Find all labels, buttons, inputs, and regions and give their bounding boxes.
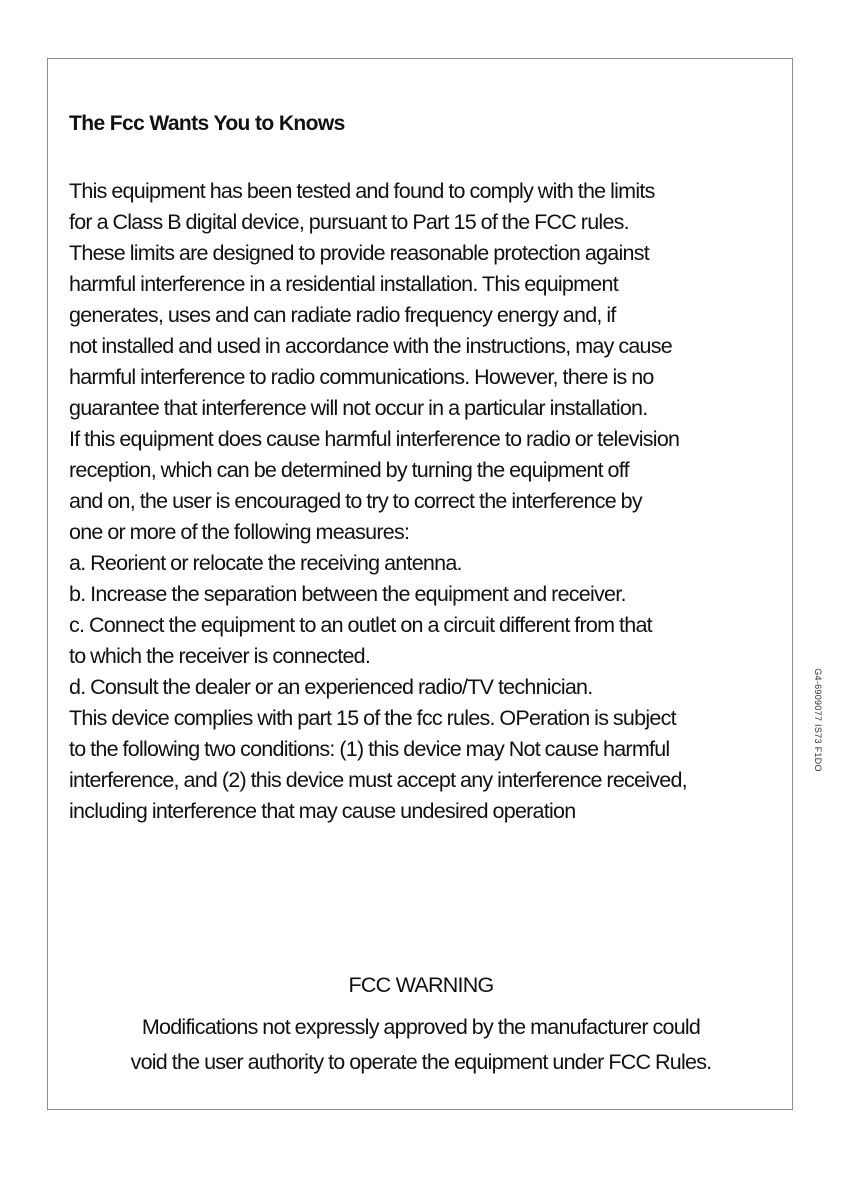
page-title: The Fcc Wants You to Knows (69, 112, 345, 135)
fcc-statement (69, 176, 781, 827)
document-code: G4-6909077 IS73 F1DO (813, 668, 823, 772)
measure-item: b. Increase the separation between the equipment and receiver. (69, 582, 626, 606)
statement-line: This equipment has been tested and found to comply with the limits (69, 179, 655, 203)
warning-text (69, 1010, 773, 1080)
measure-item: d. Consult the dealer or an experienced radio/TV technician. (69, 675, 593, 699)
statement-line: harmful interference in a residential installation. This equipment (69, 272, 618, 296)
statement-line: If this equipment does cause harmful interference to radio or television (69, 427, 680, 451)
statement-line: reception, which can be determined by turning the equipment off (69, 458, 629, 482)
statement-line: generates, uses and can radiate radio frequency energy and, if (69, 303, 616, 327)
compliance-line: This device complies with part 15 of the fcc rules. OPeration is subject (69, 706, 676, 730)
warning-heading: FCC WARNING (348, 973, 494, 997)
warning-line: Modifications not expressly approved by the manufacturer could (141, 1015, 701, 1039)
warning-line: void the user authority to operate the equipment under FCC Rules. (130, 1050, 712, 1074)
statement-line: not installed and used in accordance with the instructions, may cause (69, 334, 672, 358)
statement-line: harmful interference to radio communications. However, there is no (69, 365, 654, 389)
compliance-line: including interference that may cause undesired operation (69, 799, 576, 823)
measure-item: to which the receiver is connected. (69, 644, 371, 668)
statement-line: guarantee that interference will not occur in a particular installation. (69, 396, 648, 420)
statement-line: one or more of the following measures: (69, 520, 410, 544)
measure-item: a. Reorient or relocate the receiving antenna. (69, 551, 462, 575)
statement-line: These limits are designed to provide reasonable protection against (69, 241, 649, 265)
statement-line: and on, the user is encouraged to try to correct the interference by (69, 489, 642, 513)
compliance-line: interference, and (2) this device must accept any interference received, (69, 768, 687, 792)
measure-item: c. Connect the equipment to an outlet on a circuit different from that (69, 613, 652, 637)
compliance-line: to the following two conditions: (1) this device may Not cause harmful (69, 737, 670, 761)
statement-line: for a Class B digital device, pursuant to Part 15 of the FCC rules. (69, 210, 629, 234)
